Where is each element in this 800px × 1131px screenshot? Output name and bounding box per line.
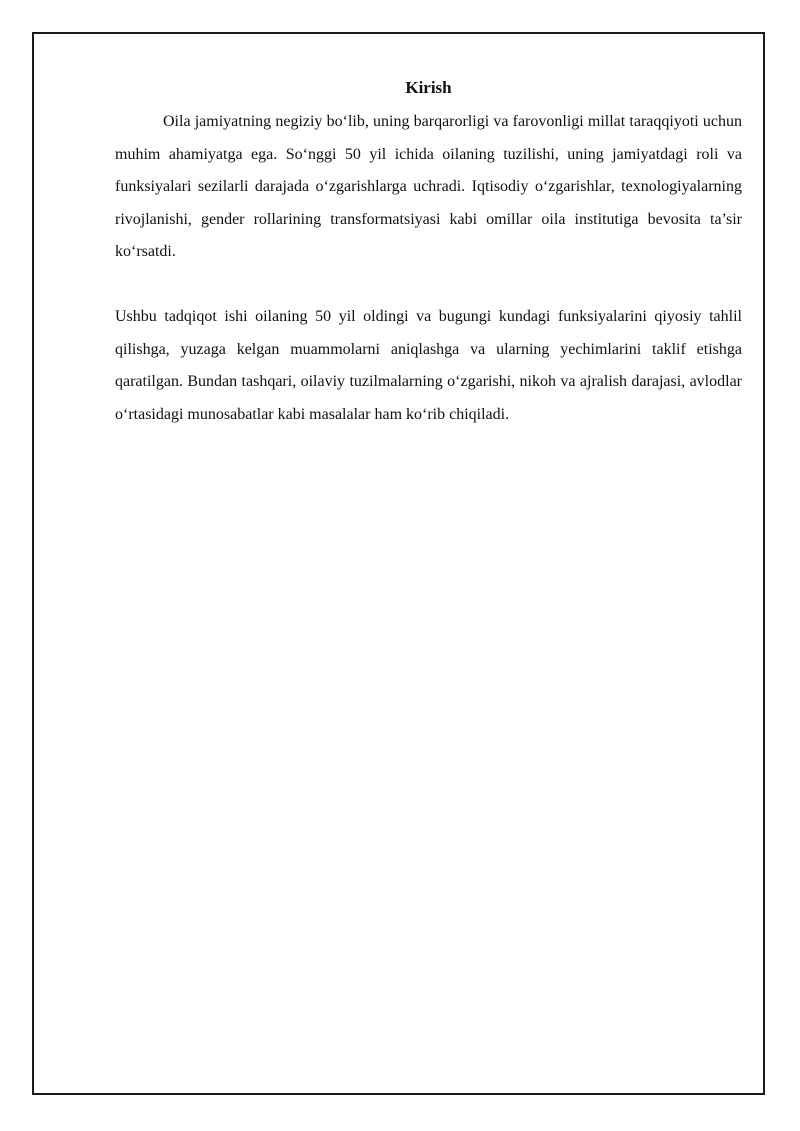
document-body bbox=[115, 72, 742, 431]
paragraph-research-aim: Ushbu tadqiqot ishi oilaning 50 yil oldingi va bugungi kundagi funksiyalarini qiyosiy tahlil qilishga, yuzaga kelgan muammolarni aniqlashga va ularning yechimlarini taklif etishga qaratilgan. Bundan tashqari, oilaviy tuzilmalarning o‘zgarishi, nikoh va ajralish darajasi, avlodlar o‘rtasidagi munosabatlar kabi masalalar ham ko‘rib chiqiladi. bbox=[115, 307, 742, 423]
paragraph-spacer bbox=[115, 269, 742, 301]
page-title: Kirish bbox=[405, 78, 452, 97]
paragraph-intro: Oila jamiyatning negiziy bo‘lib, uning barqarorligi va farovonligi millat taraqqiyoti uchun muhim ahamiyatga ega. So‘nggi 50 yil ichida oilaning tuzilishi, uning jamiyatdagi roli va funksiyalari sezilarli darajada o‘zgarishlarga uchradi. Iqtisodiy o‘zgarishlar, texnologiyalarning rivojlanishi, gender rollarining transformatsiyasi kabi omillar oila institutiga bevosita ta’sir ko‘rsatdi. bbox=[115, 113, 742, 261]
